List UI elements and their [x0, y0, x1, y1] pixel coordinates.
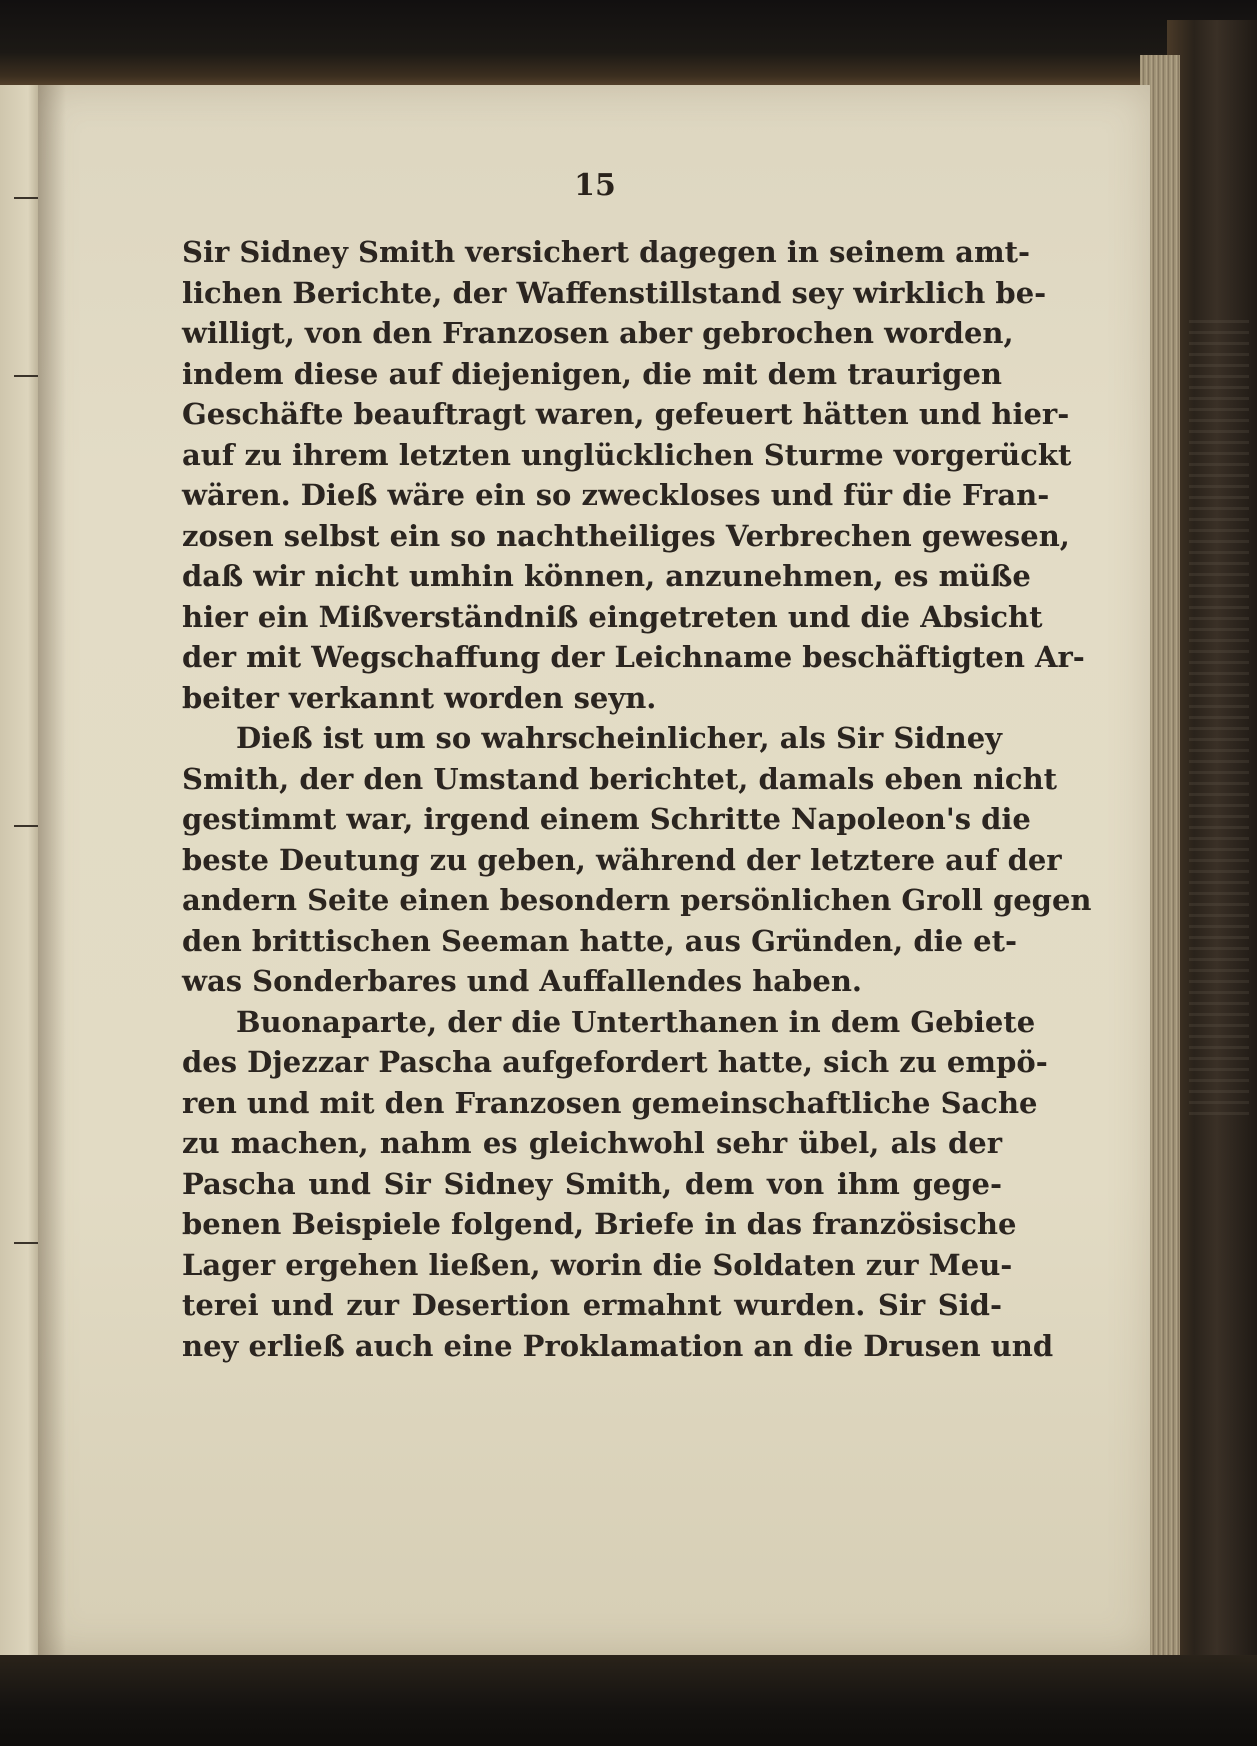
book-cover-right [1167, 20, 1257, 1660]
text-line: Smith, der den Umstand berichtet, damals eben nicht [182, 761, 1058, 796]
text-line: ren und mit den Franzosen gemeinschaftliche Sache [182, 1085, 1038, 1120]
text-line: daß wir nicht umhin können, anzunehmen, es müße [182, 559, 1031, 593]
text-line: willigt, von den Franzosen aber gebrochen worden, [182, 316, 1014, 350]
paragraph-1 [182, 232, 1085, 718]
book-top-edge [0, 0, 1257, 95]
text-line: zu machen, nahm es gleichwohl sehr übel, als der [182, 1126, 1002, 1160]
page-binding-shadow [38, 85, 66, 1655]
cover-texture [1189, 320, 1249, 1120]
text-line: zosen selbst ein so nachtheiliges Verbrechen gewesen, [182, 518, 1070, 553]
text-line: Geschäfte beauftragt waren, gefeuert hätten und hier- [182, 397, 1070, 431]
text-line: andern Seite einen besondern persönlichen Groll gegen [182, 883, 1092, 917]
text-line: Sir Sidney Smith versichert dagegen in seinem amt- [182, 235, 1031, 269]
text-line: benen Beispiele folgend, Briefe in das französische [182, 1207, 1017, 1241]
text-line: indem diese auf diejenigen, die mit dem traurigen [182, 356, 1002, 391]
text-line: wären. Dieß wäre ein so zweckloses und für die Fran- [182, 478, 1050, 512]
text-line: beste Deutung zu geben, während der letztere auf der [182, 842, 1062, 877]
text-line: was Sonderbares und Auffallendes haben. [182, 964, 862, 998]
page-number: 15 [574, 168, 616, 203]
text-line: auf zu ihrem letzten unglücklichen Sturme vorgerückt [182, 437, 1072, 472]
paragraph-2 [182, 718, 1092, 1002]
text-line: gestimmt war, irgend einem Schritte Napoleon's die [182, 802, 1031, 836]
text-line: der mit Wegschaffung der Leichname beschäftigten Ar- [182, 640, 1085, 674]
book-bottom-edge [0, 1655, 1257, 1746]
text-line: den brittischen Seeman hatte, aus Gründen, die et- [182, 923, 1018, 958]
text-line: Pascha und Sir Sidney Smith, dem von ihm gege- [182, 1166, 1002, 1201]
paragraph-3 [182, 1002, 1054, 1367]
text-line: beiter verkannt worden seyn. [182, 680, 657, 715]
text-line: Buonaparte, der die Unterthanen in dem Gebiete [236, 1004, 1036, 1039]
text-line: Lager ergehen ließen, worin die Soldaten zur Meu- [182, 1247, 1013, 1282]
previous-page-edge [0, 85, 40, 1655]
text-line: hier ein Mißverständniß eingetreten und die Absicht [182, 599, 1043, 634]
text-line: ney erließ auch eine Proklamation an die Drusen und [182, 1328, 1054, 1363]
text-line: lichen Berichte, der Waffenstillstand sey wirklich be- [182, 275, 1047, 310]
page-text [182, 232, 1092, 1366]
text-line: terei und zur Desertion ermahnt wurden. Sir Sid- [182, 1288, 1002, 1322]
text-line: Dieß ist um so wahrscheinlicher, als Sir Sidney [236, 721, 1002, 755]
text-line: des Djezzar Pascha aufgefordert hatte, sich zu empö- [182, 1045, 1048, 1079]
